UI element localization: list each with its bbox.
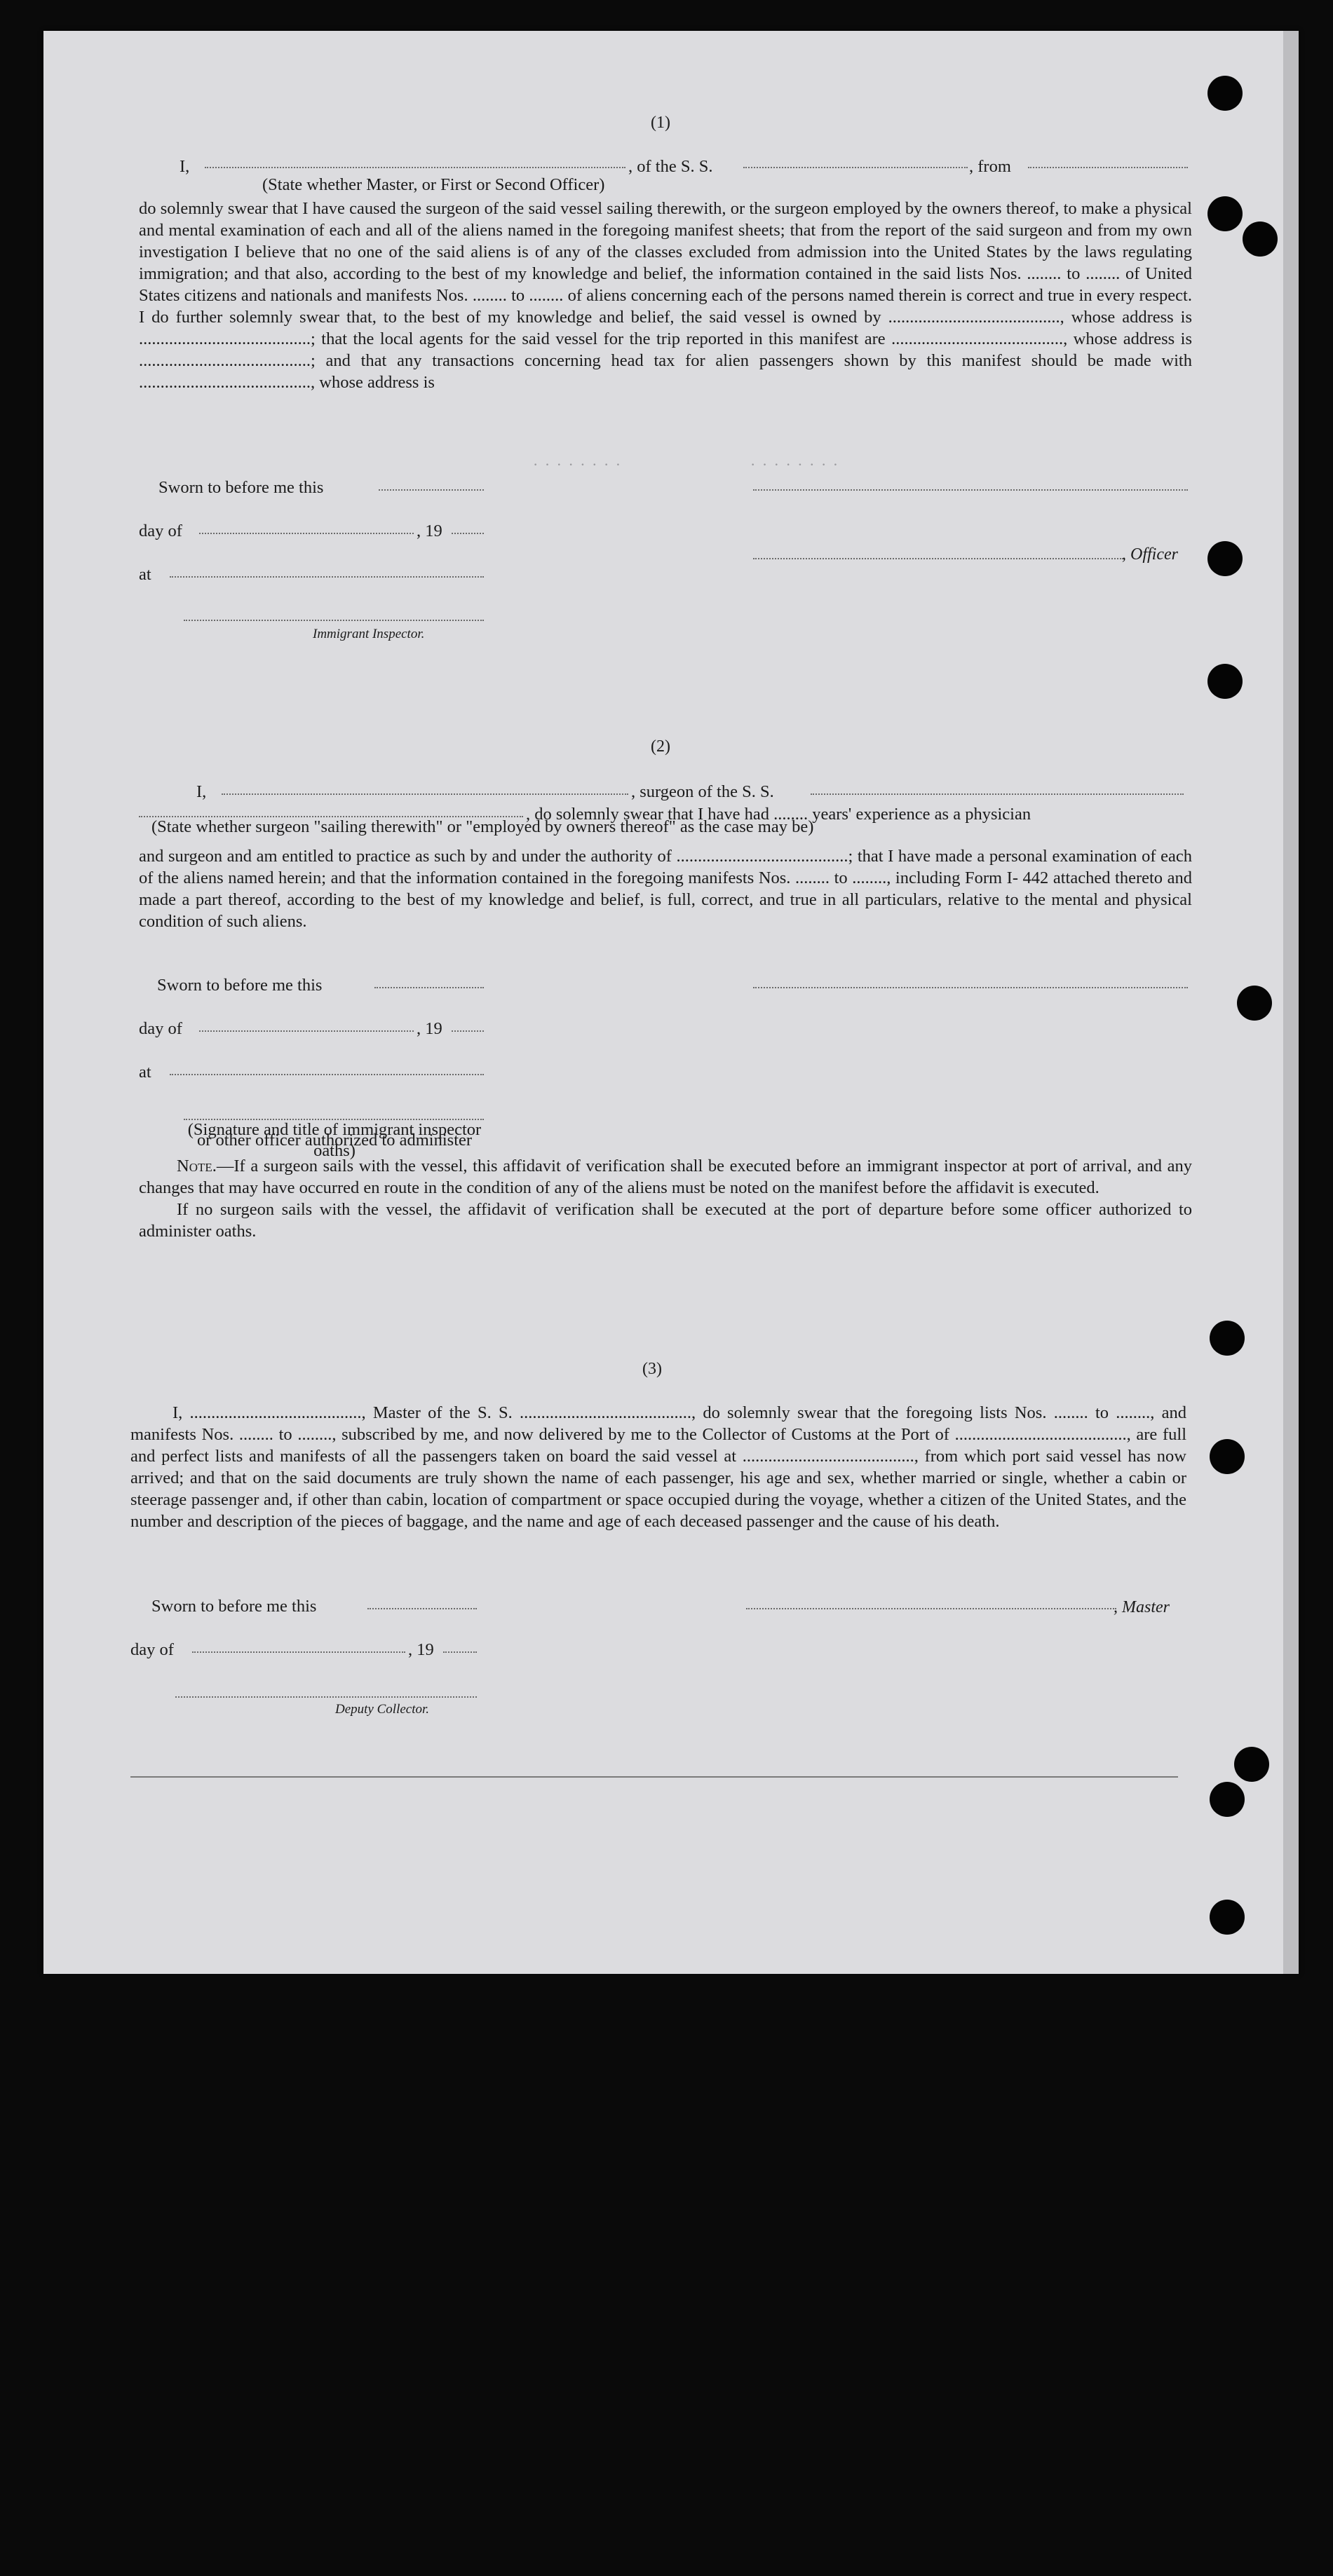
note-text-1: —If a surgeon sails with the vessel, this affidavit of verification shall be executed before an immigrant inspector at port of arrival, and any changes that may have occurred en route in the condition of any of the aliens must be noted on the manifest before the affidavit is executed. xyxy=(139,1157,1192,1197)
section-2-sworn: Sworn to before me this xyxy=(157,976,323,995)
section-2-number: (2) xyxy=(651,737,670,756)
sworn-date-line-3 xyxy=(367,1608,477,1609)
section-2-oath-text: and surgeon and am entitled to practice as such by and under the authority of ........................................; that I have made a personal examination of each of the aliens named herein; and that the information contained in the foregoing manifests Nos. ........ to ........, including Form I- 442 attached thereto and made a part thereof, according to the best of my knowledge and belief, is full, correct, and true in all particulars, relative to the mental and physical condition of such aliens. xyxy=(139,847,1192,931)
section-3-number: (3) xyxy=(642,1360,662,1378)
section-3-year: , 19 xyxy=(408,1640,434,1659)
bleed-through-text: · · · · · · · · xyxy=(750,456,840,473)
at-line xyxy=(170,576,484,578)
section-1-year: , 19 xyxy=(417,522,442,540)
section-2-line-i: I, xyxy=(196,782,207,801)
section-2-body xyxy=(139,845,1192,932)
note-paragraph-1 xyxy=(139,1155,1192,1199)
section-1-line-i: I, xyxy=(180,157,190,176)
port-from-line xyxy=(1028,167,1188,168)
section-3-oath-text: I, ........................................, Master of the S. S. ........................................, do solemnly swear that the foregoing lists Nos. ........ to ........, and manifests Nos. ........ to ........, subscribed by me, and now delivered by me to the Collector of Customs at the Port of ........................................, are full and perfect lists and manifests of all the passengers taken on board the said vessel at ........................................, from which port said vessel has now arrived; and that on the said documents are truly shown the name of each passenger, his age and sex, whether married or single, whether a cabin or steerage passenger and, if other than cabin, location of compartment or space occupied during the voyage, whether a citizen of the United States, and the number and description of the pieces of baggage, and the name and age of each deceased passenger and the cause of his death. xyxy=(130,1403,1186,1531)
bottom-rule xyxy=(130,1776,1178,1778)
note-paragraph-2: If no surgeon sails with the vessel, the affidavit of verification shall be executed at the port of departure before some officer authorized to administer oaths. xyxy=(139,1200,1192,1241)
punch-hole xyxy=(1210,1900,1245,1935)
master-signature-line xyxy=(746,1608,1116,1609)
page-edge-strip xyxy=(1283,31,1299,1974)
sworn-date-line xyxy=(379,489,484,491)
surgeon-signature-line xyxy=(753,987,1188,988)
year-line xyxy=(452,533,484,534)
section-1-sworn: Sworn to before me this xyxy=(158,478,324,497)
surgeon-vessel-line xyxy=(811,793,1184,795)
officer-label: , Officer xyxy=(1122,545,1178,564)
punch-hole xyxy=(1243,222,1278,257)
surgeon-name-line xyxy=(222,793,628,795)
immigrant-inspector-label: Immigrant Inspector. xyxy=(313,627,425,641)
section-2-note xyxy=(139,1155,1192,1242)
section-3-body xyxy=(130,1402,1186,1532)
punch-hole xyxy=(1210,1321,1245,1356)
section-1-body xyxy=(139,198,1192,393)
section-1-from-label: , from xyxy=(969,157,1011,176)
year-line-2 xyxy=(452,1030,484,1032)
year-line-3 xyxy=(443,1651,477,1653)
section-1-at: at xyxy=(139,565,151,584)
master-label: , Master xyxy=(1114,1598,1170,1616)
section-2-line-2: , do solemnly swear that I have had ........ years' experience as a physician xyxy=(526,805,1031,824)
section-1-number: (1) xyxy=(651,114,670,132)
vessel-name-line xyxy=(743,167,968,168)
punch-hole xyxy=(1234,1747,1269,1782)
signature-title-note: (Signature and title of immigrant inspector or other officer authorized to administer oaths) xyxy=(187,1120,482,1160)
section-2-surgeon-label: , surgeon of the S. S. xyxy=(631,782,774,801)
officer-name-line xyxy=(753,558,1123,559)
day-of-line-3 xyxy=(192,1651,405,1653)
section-2-day-of: day of xyxy=(139,1019,182,1038)
punch-hole xyxy=(1237,986,1272,1021)
note-label: Note. xyxy=(177,1157,217,1175)
sworn-date-line-2 xyxy=(374,987,484,988)
section-3-sworn: Sworn to before me this xyxy=(151,1597,317,1616)
collector-signature-line xyxy=(175,1696,477,1698)
surgeon-type-note: (State whether surgeon "sailing therewith" or "employed by owners thereof" as the case may be) xyxy=(151,817,814,836)
punch-hole xyxy=(1207,76,1243,111)
inspector-signature-line xyxy=(184,620,484,621)
section-3-day-of: day of xyxy=(130,1640,174,1659)
at-line-2 xyxy=(170,1074,484,1075)
day-of-line xyxy=(199,533,414,534)
bleed-through-text: · · · · · · · · xyxy=(533,456,623,473)
officer-type-note: (State whether Master, or First or Second Officer) xyxy=(262,175,605,194)
punch-hole xyxy=(1210,1439,1245,1474)
punch-hole xyxy=(1207,664,1243,699)
punch-hole xyxy=(1207,541,1243,576)
section-1-day-of: day of xyxy=(139,522,182,540)
day-of-line-2 xyxy=(199,1030,414,1032)
section-2-year: , 19 xyxy=(417,1019,442,1038)
section-1-ss-label: , of the S. S. xyxy=(628,157,713,176)
deputy-collector-label: Deputy Collector. xyxy=(335,1702,430,1717)
punch-hole xyxy=(1207,196,1243,231)
punch-hole xyxy=(1210,1782,1245,1817)
section-2-at: at xyxy=(139,1063,151,1082)
officer-signature-line xyxy=(753,489,1188,491)
section-1-oath-text: do solemnly swear that I have caused the surgeon of the said vessel sailing therewith, or the surgeon employed by the owners thereof, to make a physical and mental examination of each and all of the aliens named in the foregoing manifest sheets; that from the report of the said surgeon and from my own investigation I believe that no one of the said aliens is of any of the classes excluded from admission into the United States by the laws regulating immigration; and that also, according to the best of my knowledge and belief, the information contained in the said lists Nos. ........ to ........ of United States citizens and nationals and manifests Nos. ........ to ........ of aliens concerning each of the persons named therein is correct and true in every respect. I do further solemnly swear that, to the best of my knowledge and belief, the said vessel is owned by ........................................, whose address is ........................................; that the local agents for the said vessel for the trip reported in this manifest are ........................................, whose address is ........................................; and that any transactions concerning head tax for alien passengers shown by this manifest should be made with ........................................, whose address is xyxy=(139,199,1192,392)
master-name-line xyxy=(205,167,625,168)
